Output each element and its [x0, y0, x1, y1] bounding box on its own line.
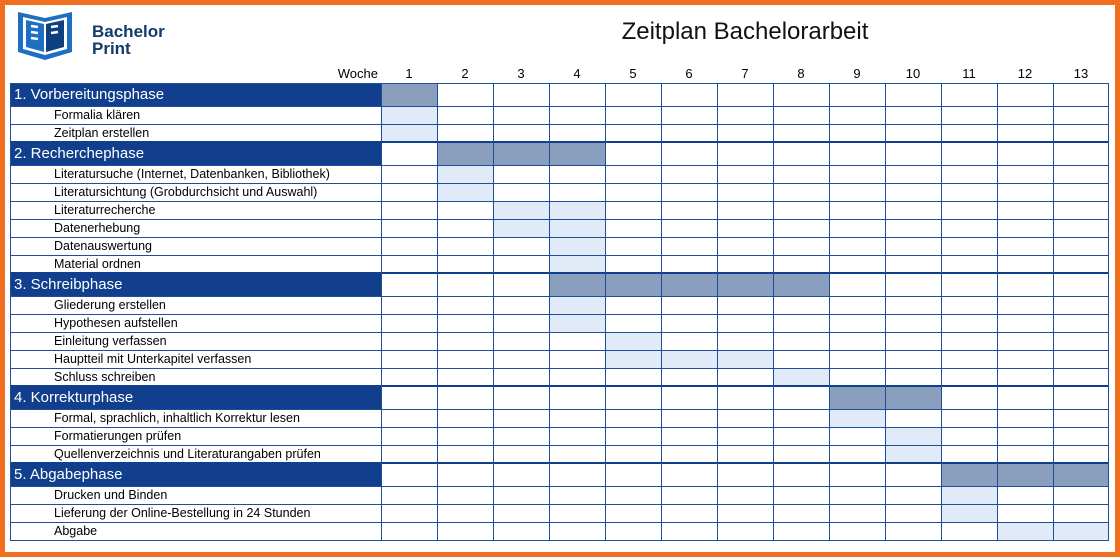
task-bar-cell — [829, 409, 885, 427]
phase-label: 4. Korrekturphase — [14, 389, 134, 406]
phase-bar-cell — [997, 463, 1053, 486]
task-bar-cell — [381, 106, 437, 124]
task-label: Abgabe — [54, 524, 98, 538]
task-bar-cell — [885, 427, 941, 445]
grid-line-horizontal — [10, 255, 1109, 256]
grid-line-horizontal — [10, 385, 1109, 387]
phase-bar-cell — [605, 273, 661, 296]
grid-line-vertical — [941, 83, 942, 540]
phase-label: 2. Recherchephase — [14, 145, 145, 162]
task-label: Literatursichtung (Grobdurchsicht und Auswahl) — [54, 185, 318, 199]
grid-line-vertical — [997, 83, 998, 540]
task-label: Gliederung erstellen — [54, 298, 166, 312]
week-tick-label: 3 — [517, 66, 525, 81]
grid-line-vertical — [10, 83, 11, 540]
phase-bar-cell — [941, 463, 997, 486]
phase-label: 5. Abgabephase — [14, 466, 123, 483]
task-bar-cell — [997, 522, 1053, 540]
grid-line-horizontal — [10, 272, 1109, 274]
task-label: Datenerhebung — [54, 221, 141, 235]
week-tick-label: 10 — [905, 66, 921, 81]
week-tick-label: 9 — [853, 66, 861, 81]
task-bar-cell — [549, 296, 605, 314]
grid-line-horizontal — [10, 540, 1109, 541]
chart-title: Zeitplan Bachelorarbeit — [621, 18, 869, 45]
grid-line-horizontal — [10, 296, 1109, 297]
grid-line-horizontal — [10, 368, 1109, 369]
grid-line-vertical — [829, 83, 830, 540]
task-bar-cell — [549, 255, 605, 273]
grid-line-vertical — [605, 83, 606, 540]
grid-line-horizontal — [10, 462, 1109, 464]
grid-line-horizontal — [10, 165, 1109, 166]
grid-line-vertical — [773, 83, 774, 540]
task-label: Hauptteil mit Unterkapitel verfassen — [54, 352, 252, 366]
grid-line-horizontal — [10, 350, 1109, 351]
grid-line-horizontal — [10, 83, 1109, 84]
phase-bar-cell — [829, 386, 885, 409]
task-label: Quellenverzeichnis und Literaturangaben prüfen — [54, 447, 321, 461]
grid-line-vertical — [885, 83, 886, 540]
phase-label: 1. Vorbereitungsphase — [14, 86, 165, 103]
task-bar-cell — [885, 445, 941, 463]
week-tick-label: 7 — [741, 66, 749, 81]
phase-bar-cell — [661, 273, 717, 296]
phase-bar-cell — [437, 142, 493, 165]
grid-line-horizontal — [10, 124, 1109, 125]
grid-line-horizontal — [10, 201, 1109, 202]
week-tick-label: 12 — [1017, 66, 1033, 81]
task-label: Drucken und Binden — [54, 488, 168, 502]
grid-line-horizontal — [10, 486, 1109, 487]
grid-line-vertical — [717, 83, 718, 540]
week-tick-label: 1 — [405, 66, 413, 81]
phase-bar-cell — [549, 142, 605, 165]
task-bar-cell — [941, 504, 997, 522]
task-label: Literaturrecherche — [54, 203, 156, 217]
grid-line-horizontal — [10, 427, 1109, 428]
grid-line-vertical — [381, 83, 382, 540]
grid-line-horizontal — [10, 522, 1109, 523]
grid-line-vertical — [1108, 83, 1109, 540]
grid-line-horizontal — [10, 409, 1109, 410]
task-label: Lieferung der Online-Bestellung in 24 Stunden — [54, 506, 311, 520]
task-bar-cell — [717, 350, 773, 368]
grid-line-horizontal — [10, 237, 1109, 238]
brand-name-sub: Print — [92, 39, 131, 58]
task-bar-cell — [493, 219, 549, 237]
grid-line-horizontal — [10, 219, 1109, 220]
phase-bar-cell — [717, 273, 773, 296]
grid-line-horizontal — [10, 183, 1109, 184]
task-label: Material ordnen — [54, 257, 141, 271]
grid-line-vertical — [661, 83, 662, 540]
task-bar-cell — [549, 237, 605, 255]
task-bar-cell — [661, 350, 717, 368]
task-bar-cell — [605, 350, 661, 368]
task-bar-cell — [605, 332, 661, 350]
phase-bar-cell — [773, 273, 829, 296]
phase-bar-cell — [493, 142, 549, 165]
grid-line-horizontal — [10, 332, 1109, 333]
task-label: Formal, sprachlich, inhaltlich Korrektur lesen — [54, 411, 300, 425]
phase-bar-cell — [549, 273, 605, 296]
week-tick-label: 5 — [629, 66, 637, 81]
task-bar-cell — [1053, 522, 1109, 540]
task-bar-cell — [437, 165, 493, 183]
task-label: Formalia klären — [54, 108, 141, 122]
task-label: Schluss schreiben — [54, 370, 156, 384]
grid-line-horizontal — [10, 141, 1109, 143]
grid-line-horizontal — [10, 314, 1109, 315]
book-shield-icon — [14, 8, 76, 64]
grid-line-horizontal — [10, 445, 1109, 446]
week-axis-label: Woche — [337, 66, 378, 81]
bachelor-print-logo — [14, 8, 174, 66]
task-bar-cell — [549, 201, 605, 219]
task-bar-cell — [493, 201, 549, 219]
task-label: Literatursuche (Internet, Datenbanken, Bibliothek) — [54, 167, 330, 181]
phase-bar-cell — [381, 83, 437, 106]
week-tick-label: 8 — [797, 66, 805, 81]
task-bar-cell — [941, 486, 997, 504]
week-tick-label: 6 — [685, 66, 693, 81]
task-label: Hypothesen aufstellen — [54, 316, 178, 330]
grid-line-vertical — [1053, 83, 1054, 540]
brand-name: Bachelor — [92, 22, 165, 41]
grid-line-horizontal — [10, 504, 1109, 505]
week-tick-label: 13 — [1073, 66, 1089, 81]
task-bar-cell — [549, 219, 605, 237]
phase-label: 3. Schreibphase — [14, 276, 123, 293]
phase-bar-cell — [885, 386, 941, 409]
task-bar-cell — [437, 183, 493, 201]
phase-bar-cell — [1053, 463, 1109, 486]
grid-line-vertical — [549, 83, 550, 540]
task-label: Einleitung verfassen — [54, 334, 167, 348]
grid-line-horizontal — [10, 106, 1109, 107]
week-tick-label: 2 — [461, 66, 469, 81]
task-label: Datenauswertung — [54, 239, 152, 253]
week-tick-label: 11 — [962, 66, 976, 81]
task-bar-cell — [549, 314, 605, 332]
task-label: Zeitplan erstellen — [54, 126, 150, 140]
grid-line-vertical — [493, 83, 494, 540]
task-bar-cell — [381, 124, 437, 142]
task-label: Formatierungen prüfen — [54, 429, 182, 443]
week-tick-label: 4 — [573, 66, 581, 81]
grid-line-vertical — [437, 83, 438, 540]
task-bar-cell — [773, 368, 829, 386]
